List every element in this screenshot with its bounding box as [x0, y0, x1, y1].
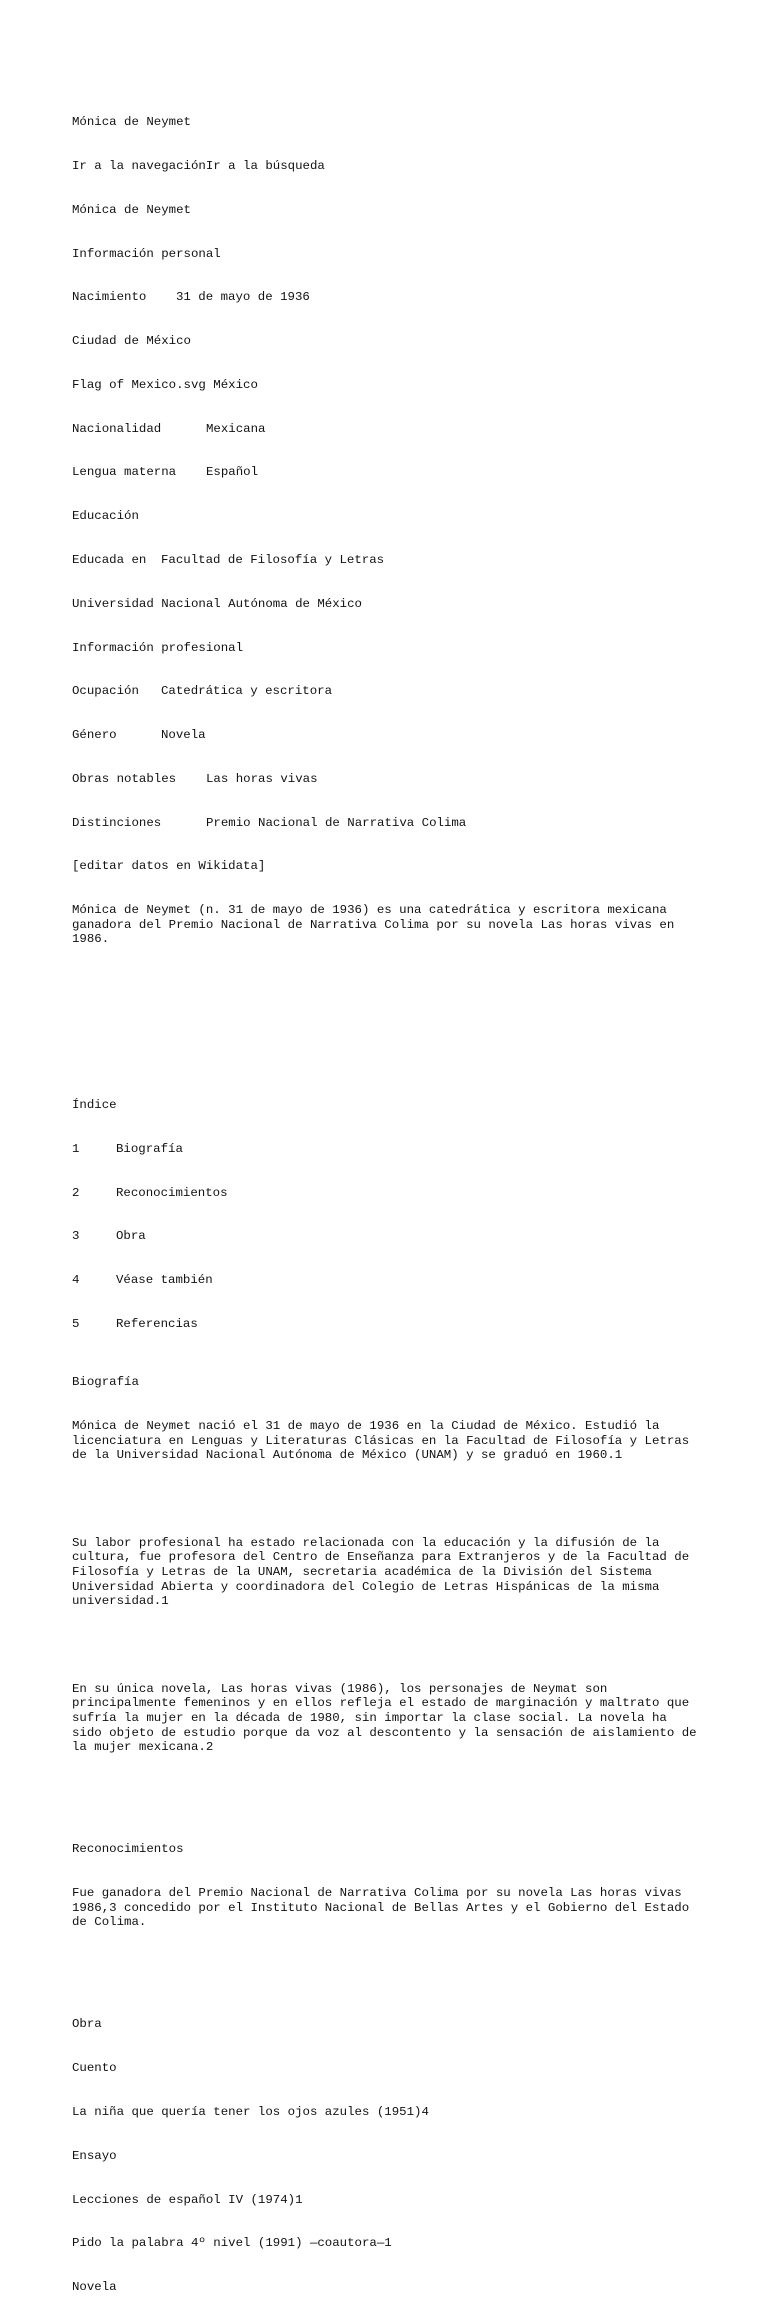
- spacer: [72, 1049, 702, 1054]
- skip-links[interactable]: [72, 159, 702, 174]
- occupation-value: Catedrática y escritora: [161, 684, 333, 699]
- works-value: Las horas vivas: [206, 771, 318, 786]
- infobox-row-works: [72, 772, 702, 787]
- spacer: [72, 1959, 702, 1974]
- infobox-name: Mónica de Neymet: [72, 202, 191, 217]
- infobox-section-education: Educación: [72, 509, 139, 524]
- toc-number: 1: [72, 1141, 80, 1156]
- spacer: [72, 1492, 702, 1507]
- toc-item-3[interactable]: [72, 1229, 702, 1244]
- infobox-row-genre: [72, 728, 702, 743]
- infobox-section-personal: Información personal: [72, 246, 221, 261]
- biography-heading: Biografía: [72, 1375, 139, 1390]
- works-heading: Obra: [72, 2017, 102, 2032]
- educated-label: Educada en: [72, 553, 147, 567]
- toc-item-2[interactable]: [72, 1186, 702, 1201]
- edit-wikidata-link[interactable]: [editar datos en Wikidata]: [72, 859, 266, 874]
- toc-item-5[interactable]: [72, 1317, 702, 1332]
- spacer: [72, 991, 702, 1020]
- educated-value[interactable]: Facultad de Filosofía y Letras: [161, 553, 385, 567]
- essay-item: Lecciones de español IV (1974)1: [72, 2192, 303, 2207]
- university-link[interactable]: Universidad Nacional Autónoma de México: [72, 596, 362, 611]
- infobox-section-professional: Información profesional: [72, 640, 244, 655]
- infobox-row-educated: [72, 553, 702, 568]
- article-text: [72, 86, 702, 2309]
- birth-label: Nacimiento: [72, 290, 147, 305]
- awards-label: Distinciones: [72, 815, 162, 830]
- essay-heading: Ensayo: [72, 2148, 117, 2163]
- toc-label[interactable]: Referencias: [116, 1316, 198, 1331]
- infobox-row-awards: [72, 816, 702, 831]
- works-label: Obras notables: [72, 771, 177, 786]
- biography-paragraph-1: Mónica de Neymet nació el 31 de mayo de 1936 en la Ciudad de México. Estudió la licenciatura en Lenguas y Literaturas Clásicas en la Facultad de Filosofía y Letras de la Universidad Nacional Autónoma de México (UNAM) y se graduó en 1960.1: [72, 1419, 690, 1463]
- toc-item-4[interactable]: [72, 1273, 702, 1288]
- nationality-value: Mexicana: [206, 421, 266, 436]
- spacer: [72, 1784, 702, 1799]
- story-heading: Cuento: [72, 2061, 117, 2076]
- toc-number: 2: [72, 1185, 80, 1200]
- toc-heading: Índice: [72, 1097, 117, 1112]
- novel-heading: Novela: [72, 2280, 117, 2295]
- biography-paragraph-3: En su única novela, Las horas vivas (1986), los personajes de Neymat son principalmente femeninos y en ellos refleja el estado de marginación y maltrato que sufría la mujer en la década de 1980, sin importar la clase social. La novela ha sido objeto de estudio porque da voz al descontento y la sensación de aislamiento de la mujer mexicana.2: [72, 1681, 697, 1755]
- recognition-paragraph: Fue ganadora del Premio Nacional de Narrativa Colima por su novela Las horas vivas 1986,3 concedido por el Instituto Nacional de Bellas Artes y el Gobierno del Estado de Colima.: [72, 1886, 690, 1930]
- toc-number: 4: [72, 1273, 80, 1288]
- skip-links-text[interactable]: Ir a la navegaciónIr a la búsqueda: [72, 158, 325, 173]
- toc-number: 3: [72, 1229, 80, 1244]
- toc-label[interactable]: Reconocimientos: [116, 1185, 228, 1200]
- infobox-row-nationality: [72, 422, 702, 437]
- toc-item-1[interactable]: [72, 1142, 702, 1157]
- occupation-label: Ocupación: [72, 684, 139, 699]
- toc-number: 5: [72, 1316, 80, 1331]
- spacer: [72, 1638, 702, 1653]
- flag-text[interactable]: Flag of Mexico.svg México: [72, 377, 258, 392]
- mother-tongue-label: Lengua materna: [72, 465, 177, 480]
- essay-item: Pido la palabra 4º nivel (1991) —coautora—1: [72, 2236, 392, 2251]
- infobox-row-occupation: [72, 684, 702, 699]
- intro-paragraph: Mónica de Neymet (n. 31 de mayo de 1936) es una catedrática y escritora mexicana ganadora del Premio Nacional de Narrativa Colima por su novela Las horas vivas en 1986.: [72, 903, 675, 947]
- mother-tongue-value[interactable]: Español: [206, 465, 259, 480]
- genre-value[interactable]: Novela: [161, 728, 206, 743]
- toc-label[interactable]: Biografía: [116, 1141, 183, 1156]
- infobox-row-mother-tongue: [72, 465, 702, 480]
- story-item: La niña que quería tener los ojos azules (1951)4: [72, 2104, 429, 2119]
- page-title: Mónica de Neymet: [72, 115, 191, 130]
- toc-label[interactable]: Véase también: [116, 1273, 213, 1288]
- infobox-row-birth: [72, 290, 702, 305]
- genre-label: Género: [72, 728, 117, 743]
- birth-place[interactable]: Ciudad de México: [72, 334, 191, 349]
- biography-paragraph-2: Su labor profesional ha estado relacionada con la educación y la difusión de la cultura, fue profesora del Centro de Enseñanza para Extranjeros y de la Facultad de Filosofía y Letras de la UNAM, secretaria académica de la División del Sistema Universidad Abierta y coordinadora del Colegio de Letras Hispánicas de la misma universidad.1: [72, 1535, 690, 1609]
- birth-date[interactable]: 31 de mayo de 1936: [176, 290, 310, 305]
- nationality-label: Nacionalidad: [72, 421, 162, 436]
- recognition-heading: Reconocimientos: [72, 1842, 184, 1857]
- awards-value[interactable]: Premio Nacional de Narrativa Colima: [206, 815, 467, 830]
- toc-label[interactable]: Obra: [116, 1229, 146, 1244]
